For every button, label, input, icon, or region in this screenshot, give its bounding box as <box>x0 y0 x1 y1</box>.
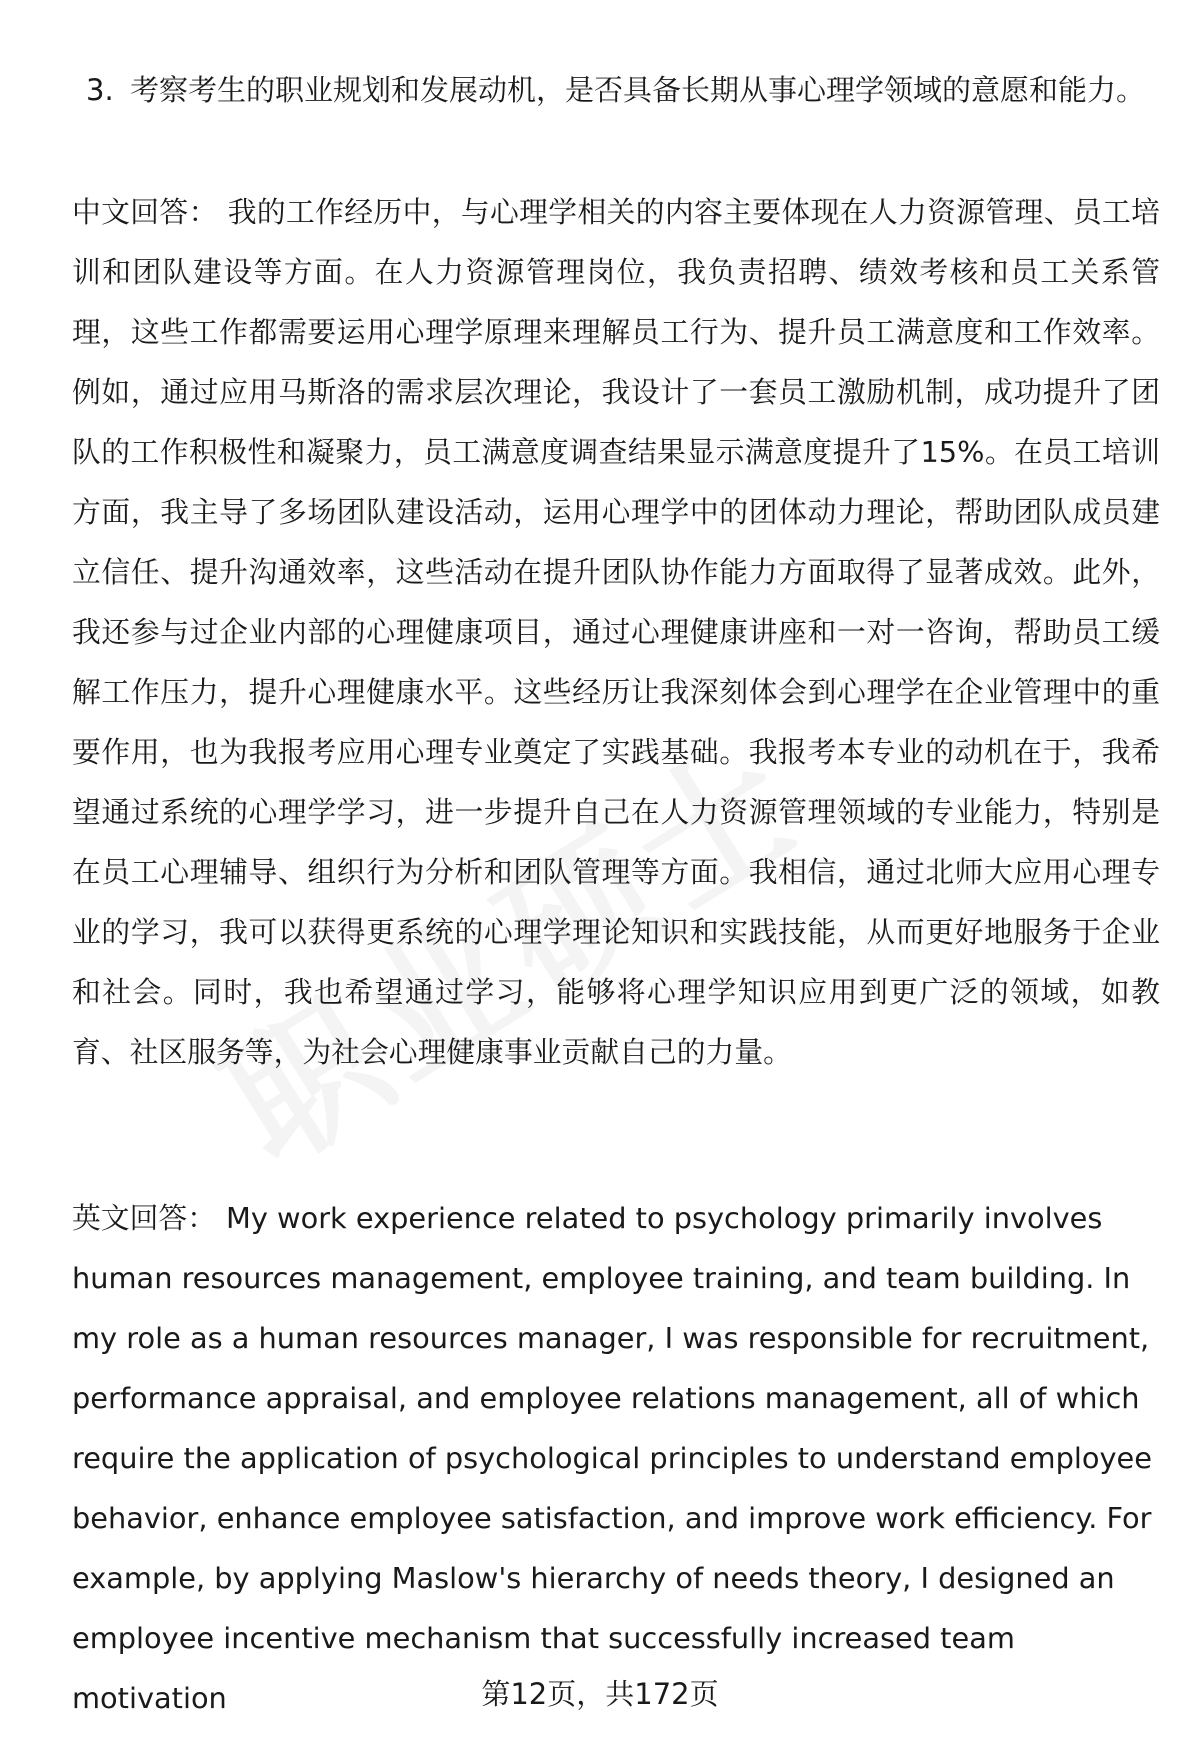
english-answer-label: 英文回答： <box>72 1201 216 1235</box>
chinese-answer-text: 我的工作经历中，与心理学相关的内容主要体现在人力资源管理、员工培训和团队建设等方面。在人力资源管理岗位，我负责招聘、绩效考核和员工关系管理，这些工作都需要运用心理学原理来理解员工行为、提升员工满意度和工作效率。例如，通过应用马斯洛的需求层次理论，我设计了一套员工激励机制，成功提升了团队的工作积极性和凝聚力，员工满意度调查结果显示满意度提升了15%。在员工培训方面，我主导了多场团队建设活动，运用心理学中的团体动力理论，帮助团队成员建立信任、提升沟通效率，这些活动在提升团队协作能力方面取得了显著成效。此外，我还参与过企业内部的心理健康项目，通过心理健康讲座和一对一咨询，帮助员工缓解工作压力，提升心理健康水平。这些经历让我深刻体会到心理学在企业管理中的重要作用，也为我报考应用心理专业奠定了实践基础。我报考本专业的动机在于，我希望通过系统的心理学学习，进一步提升自己在人力资源管理领域的专业能力，特别是在员工心理辅导、组织行为分析和团队管理等方面。我相信，通过北师大应用心理专业的学习，我可以获得更系统的心理学理论知识和实践技能，从而更好地服务于企业和社会。同时，我也希望通过学习，能够将心理学知识应用到更广泛的领域，如教育、社区服务等，为社会心理健康事业贡献自己的力量。 <box>72 195 1160 1069</box>
english-answer-text: My work experience related to psychology primarily involves human resources management, employee training, and team building. In my role as a human resources manager, I was responsible for recruitment, performance appraisal, and employee relations management, all of which require the application of psychological principles to understand employee behavior, enhance employee satisfaction, and improve work efficiency. For example, by applying Maslow's hierarchy of needs theory, I designed an employee incentive mechanism that successfully increased team motivation <box>72 1201 1152 1715</box>
question-item <box>86 60 1170 120</box>
question-text: 考察考生的职业规划和发展动机，是否具备长期从事心理学领域的意愿和能力。 <box>130 73 1146 107</box>
chinese-answer-paragraph <box>72 182 1160 1082</box>
page-number-footer: 第12页，共172页 <box>481 1677 719 1711</box>
english-answer-paragraph <box>72 1188 1160 1728</box>
chinese-answer-label: 中文回答： <box>72 195 218 229</box>
question-number: 3. <box>86 73 114 107</box>
